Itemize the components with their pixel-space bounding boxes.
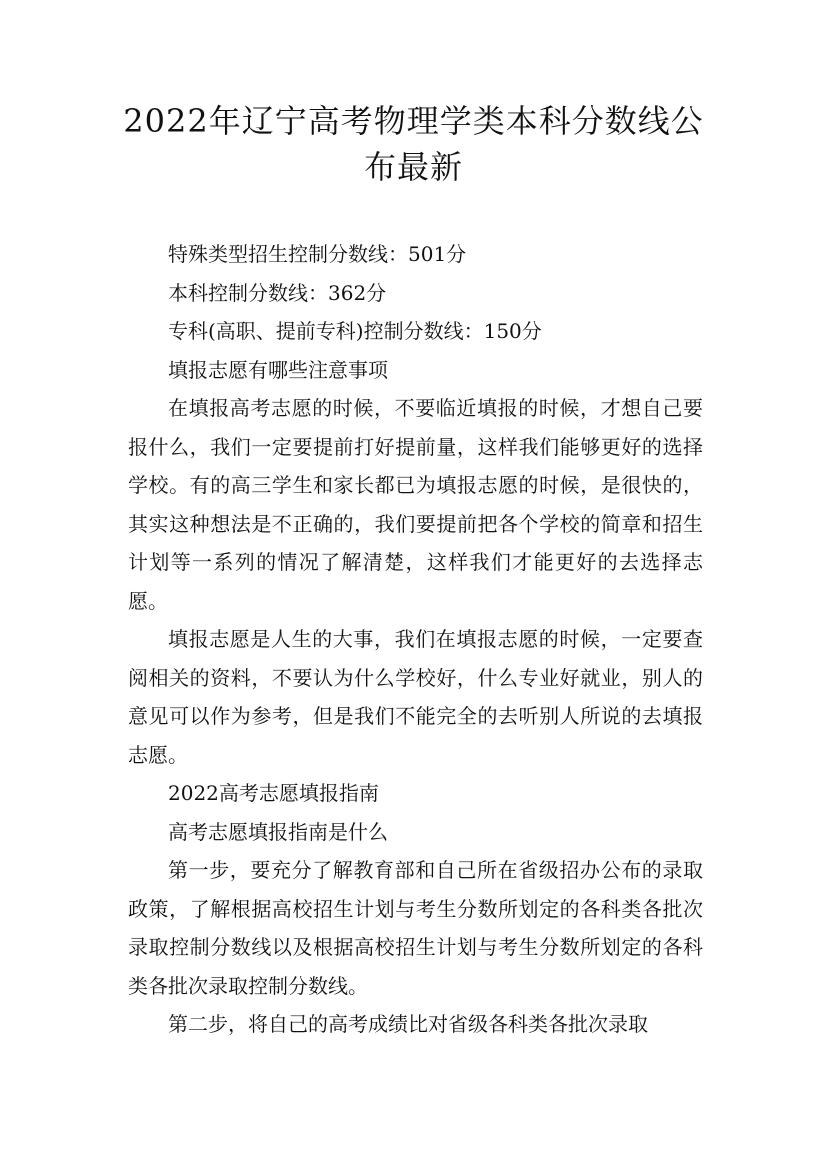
paragraph-heading-guide: 2022高考志愿填报指南 xyxy=(168,781,379,805)
paragraph-special-score-line: 特殊类型招生控制分数线：501分 xyxy=(168,242,467,266)
paragraph-vocational-score-line: 专科(高职、提前专科)控制分数线：150分 xyxy=(168,319,542,343)
paragraph-undergraduate-score-line: 本科控制分数线：362分 xyxy=(168,280,387,305)
paragraph-step-two: 第二步，将自己的高考成绩比对省级各科类各批次录取 xyxy=(168,1012,648,1036)
paragraph-consult-materials: 填报志愿是人生的大事，我们在填报志愿的时候，一定要查阅相关的资料，不要认为什么学校好，什么专业好就业，别人的意见可以作为参考，但是我们不能完全的去听别人所说的去填报志愿。 xyxy=(128,627,703,767)
paragraph-advance-planning: 在填报高考志愿的时候，不要临近填报的时候，才想自己要报什么，我们一定要提前打好提前量，这样我们能够更好的选择学校。有的高三学生和家长都已为填报志愿的时候，是很快的，其实这种想法是不正确的，我们要提前把各个学校的简章和招生计划等一系列的情况了解清楚，这样我们才能更好的去选择志愿。 xyxy=(128,396,703,613)
document-body xyxy=(128,235,703,1044)
document-title: 2022年辽宁高考物理学类本科分数线公布最新 xyxy=(123,102,704,186)
paragraph-heading-guide-what: 高考志愿填报指南是什么 xyxy=(168,819,388,844)
paragraph-step-one: 第一步，要充分了解教育部和自己所在省级招办公布的录取政策，了解根据高校招生计划与考生分数所划定的各科类各批次录取控制分数线以及根据高校招生计划与考生分数所划定的各科类各批次录取控制分数线。 xyxy=(128,858,703,998)
paragraph-heading-notes: 填报志愿有哪些注意事项 xyxy=(168,357,388,382)
